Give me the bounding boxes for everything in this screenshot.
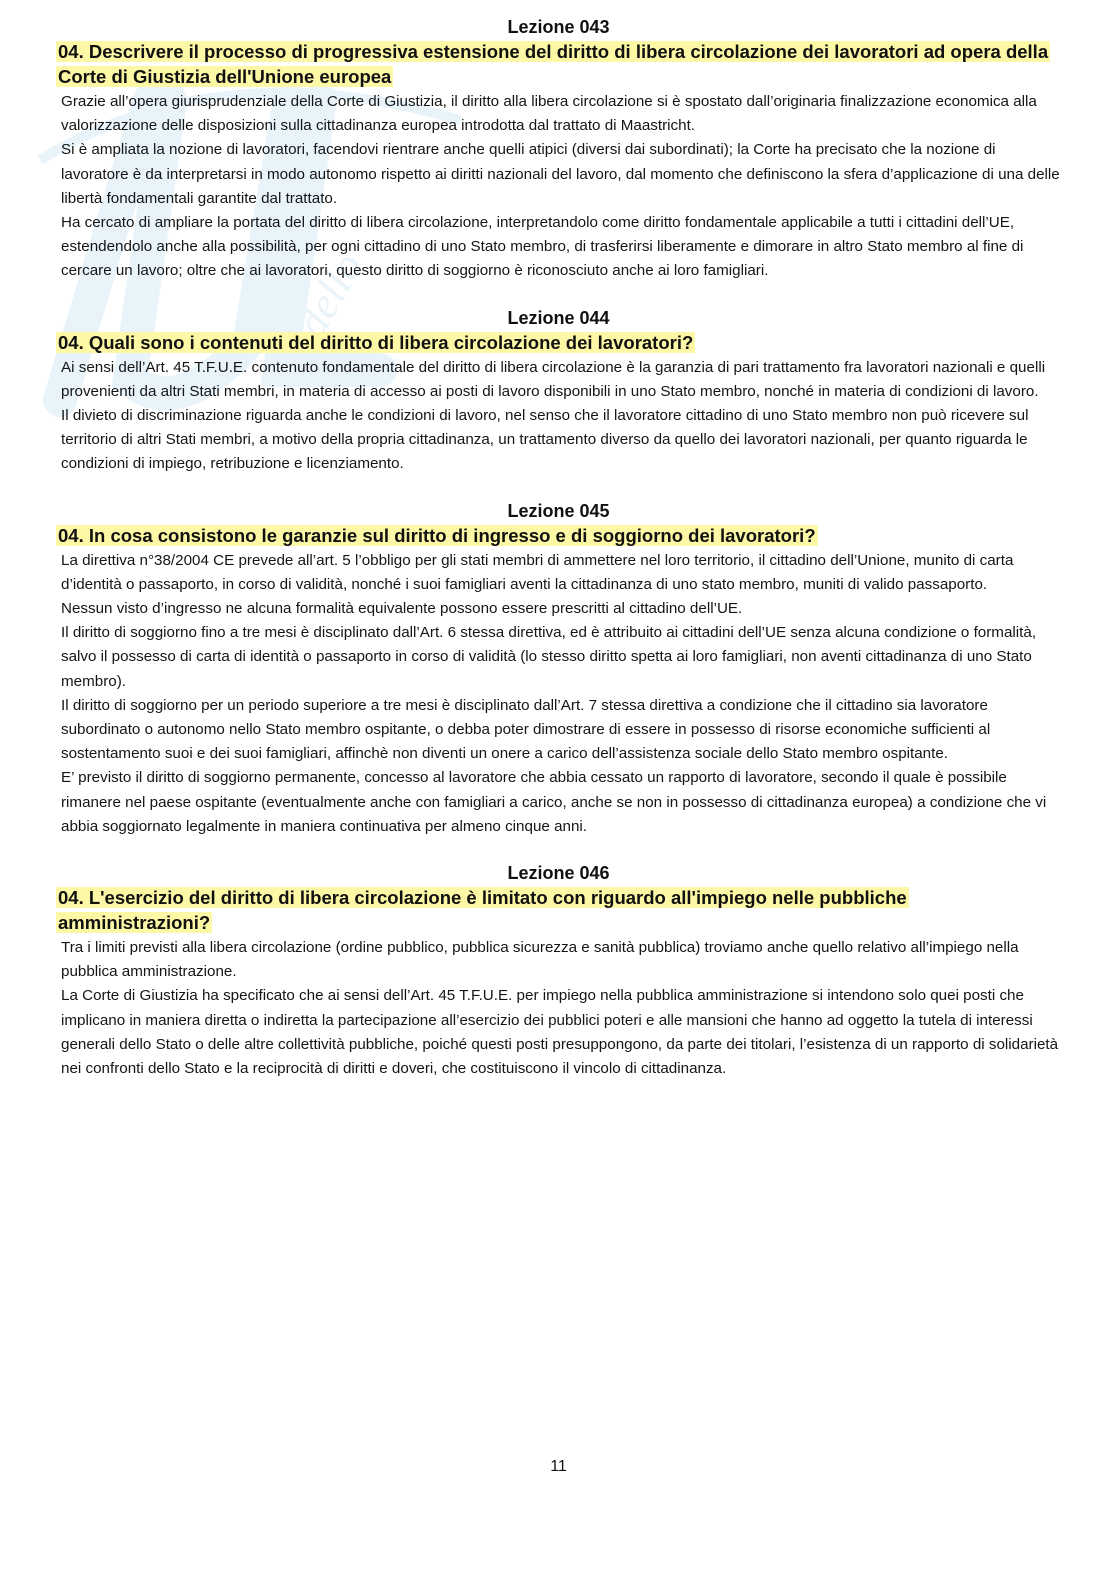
question-heading: 04. L'esercizio del diritto di libera circolazione è limitato con riguardo all'impiego nelle pubbliche amministrazioni? [58,887,907,934]
answer-paragraph: Il diritto di soggiorno per un periodo superiore a tre mesi è disciplinato dall’Art. 7 stessa direttiva a condizione che il cittadino sia lavoratore subordinato o autonomo nello Stato membro ospitante, o debba poter dimostrare di essere in possesso di risorse economiche sufficienti al sostentamento suoi e dei suoi famigliari, affinchè non diventi un onere a carico dell’assistenza sociale dello Stato membro ospitante. [61,696,991,763]
lesson-section [56,306,1061,477]
document-page [56,15,1061,1103]
answer-body [56,549,1061,839]
answer-paragraph: Ai sensi dell’Art. 45 T.F.U.E. contenuto fondamentale del diritto di libera circolazione è la garanzia di pari trattamento fra lavoratori nazionali e quelli provenienti da altri Stati membri, in materia di accesso ai posti di lavoro disponibili in uno Stato membro, nonché in materia di condizioni di lavoro. [61,358,1046,400]
lesson-title: Lezione 046 [507,863,610,884]
question-heading: 04. In cosa consistono le garanzie sul diritto di ingresso e di soggiorno dei lavoratori? [58,524,816,546]
answer-paragraph: La direttiva n°38/2004 CE prevede all’art. 5 l’obbligo per gli stati membri di ammettere nel loro territorio, il cittadino dell’Unione, munito di carta d’identità o passaporto, in corso di validità, nonché i suoi famigliari aventi la cittadinanza di uno stato membro, muniti di valido passaporto. [61,551,1014,593]
answer-paragraph: Si è ampliata la nozione di lavoratori, facendovi rientrare anche quelli atipici (diversi dai subordinati); la Corte ha precisato che la nozione di lavoratore è da interpretarsi in modo autonomo rispetto ai diritti nazionali del lavoro, dal momento che definiscono la sfera d’applicazione di una delle libertà fondamentali garantite dal trattato. [61,141,1060,207]
answer-paragraph: Nessun visto d’ingresso ne alcuna formalità equivalente possono essere prescritti al cittadino dell’UE. [61,600,743,618]
lesson-title: Lezione 045 [507,500,610,521]
answer-body [56,356,1061,477]
lesson-title: Lezione 044 [507,307,610,328]
lesson-section [56,499,1061,839]
answer-paragraph: Tra i limiti previsti alla libera circolazione (ordine pubblico, pubblica sicurezza e sanità pubblica) troviamo anche quello relativo all’impiego nella pubblica amministrazione. [61,939,1019,981]
lesson-section [56,861,1061,1081]
answer-paragraph: La Corte di Giustizia ha specificato che ai sensi dell’Art. 45 T.F.U.E. per impiego nella pubblica amministrazione si intendono solo quei posti che implicano in maniera diretta o indiretta la partecipazione all’esercizio dei pubblici poteri e alle mansioni che hanno ad oggetto la tutela di interessi generali dello Stato o delle altre collettività pubbliche, poiché questi posti presuppongono, da parte dei titolari, l’esistenza di un rapporto di solidarietà nei confronti dello Stato e la reciprocità di diritti e doveri, che costituiscono il vincolo di cittadinanza. [61,987,1059,1078]
answer-paragraph: E’ previsto il diritto di soggiorno permanente, concesso al lavoratore che abbia cessato un rapporto di lavoratore, secondo il quale è possibile rimanere nel paese ospitante (eventualmente anche con famigliari a carico, anche se non in possesso di cittadinanza europea) a condizione che vi abbia soggiornato legalmente in maniera continuativa per almeno cinque anni. [61,769,1047,835]
answer-paragraph: Il diritto di soggiorno fino a tre mesi è disciplinato dall’Art. 6 stessa direttiva, ed è attribuito ai cittadini dell’UE senza alcuna condizione o formalità, salvo il possesso di carta di identità o passaporto in corso di validità (lo stesso diritto spetta ai loro famigliari, non aventi cittadinanza di uno Stato membro). [61,624,1037,690]
lesson-title: Lezione 043 [507,17,610,37]
answer-paragraph: Grazie all’opera giurisprudenziale della Corte di Giustizia, il diritto alla libera circolazione si è spostato dall’originaria finalizzazione economica alla valorizzazione delle disposizioni sulla cittadinanza europea introdotta dal trattato di Maastricht. [61,93,1037,135]
answer-paragraph: Ha cercato di ampliare la portata del diritto di libera circolazione, interpretandolo come diritto fondamentale applicabile a tutti i cittadini dell’UE, estendendolo anche alla possibilità, per ogni cittadino di uno Stato membro, di trasferirsi liberamente e dimorare in altro Stato membro al fine di cercare un lavoro; oltre che ai lavoratori, questo diritto di soggiorno è riconosciuto anche ai loro famigliari. [61,214,1024,280]
question-heading: 04. Quali sono i contenuti del diritto di libera circolazione dei lavoratori? [58,331,694,353]
page-number: 11 [550,1458,567,1475]
answer-body [56,936,1061,1081]
question-heading: 04. Descrivere il processo di progressiva estensione del diritto di libera circolazione dei lavoratori ad opera della Corte di Giustizia dell'Unione europea [58,41,1049,87]
lesson-section [56,15,1061,284]
answer-paragraph: Il divieto di discriminazione riguarda anche le condizioni di lavoro, nel senso che il lavoratore cittadino di uno Stato membro non può ricevere sul territorio di altri Stati membri, a motivo della propria cittadinanza, un trattamento diverso da quello dei lavoratori nazionali, per quanto riguarda le condizioni di impiego, retribuzione e licenziamento. [61,407,1029,473]
watermark-text: dello [286,244,373,345]
answer-body [56,90,1061,284]
